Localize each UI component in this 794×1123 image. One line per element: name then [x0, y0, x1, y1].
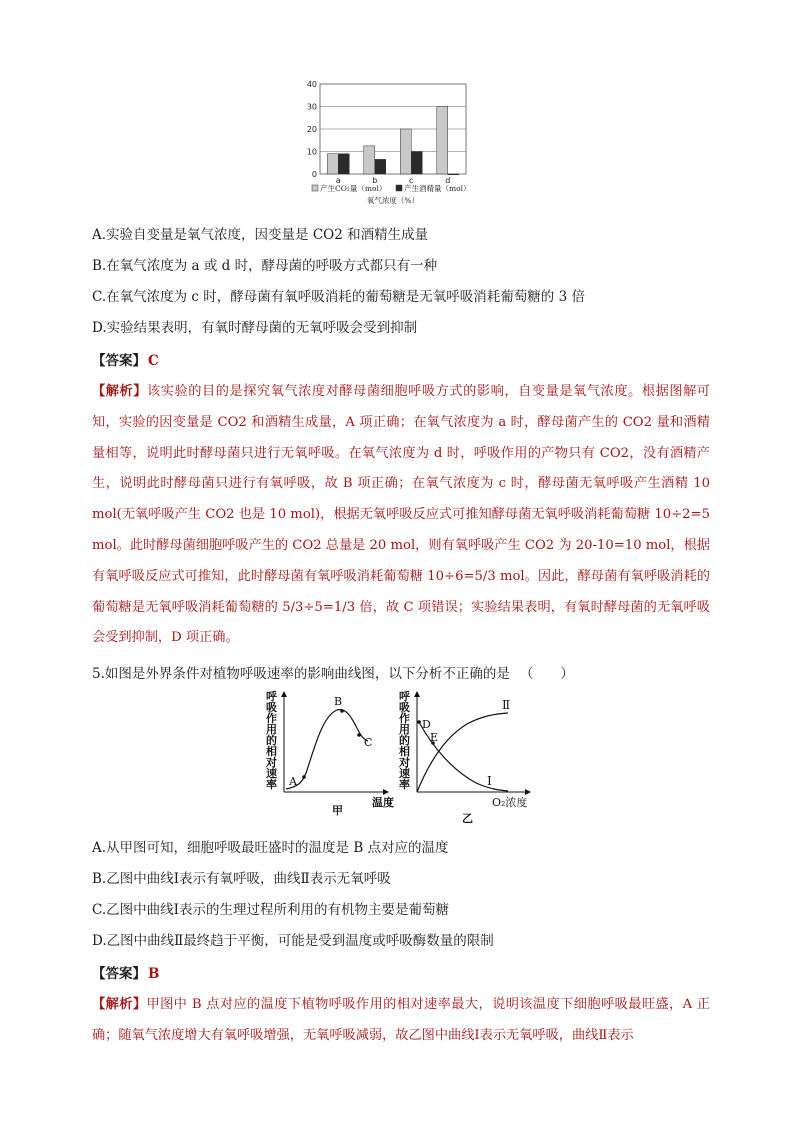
yi-label-curve-2: Ⅱ	[502, 698, 511, 712]
yi-x-label: O₂浓度	[492, 796, 528, 809]
q4-analysis	[92, 377, 710, 654]
answer-label: 【答案】	[92, 353, 146, 369]
bar-a-co2	[327, 154, 338, 174]
jia-point-c	[357, 733, 361, 737]
respiration-curves-figure	[262, 688, 542, 826]
yi-point-d	[417, 720, 421, 724]
y-tick-label: 10	[306, 147, 317, 157]
x-tick-label: b	[372, 176, 378, 185]
q5-option-a: A.从甲图可知，细胞呼吸最旺盛时的温度是 B 点对应的温度	[92, 840, 449, 856]
analysis-label: 【解析】	[92, 997, 147, 1012]
jia-label-c: C	[364, 736, 373, 749]
jia-label-a: A	[289, 775, 297, 788]
legend-label-co2: 产生CO₂量（mol）	[320, 184, 387, 193]
yi-caption: 乙	[462, 812, 473, 825]
jia-y-label: 呼吸作用的相对速率	[266, 690, 277, 791]
bar-d-co2	[437, 107, 448, 175]
x-tick-label: d	[445, 176, 451, 185]
q5-answer	[92, 962, 159, 982]
bar-b-alcohol	[375, 159, 386, 174]
answer-value: C	[148, 353, 159, 369]
yi-label-e: E	[430, 731, 439, 744]
analysis-label: 【解析】	[92, 384, 147, 399]
q4-option-c: C.在氧气浓度为 c 时，酵母菌有氧呼吸消耗的葡萄糖是无氧呼吸消耗葡萄糖的 3 倍	[92, 289, 585, 305]
y-tick-label: 30	[306, 102, 317, 112]
chart-bars	[327, 107, 459, 175]
q5-stem	[92, 662, 574, 682]
q5-stem-text: 5.如图是外界条件对植物呼吸速率的影响曲线图，以下分析不正确的是	[92, 666, 510, 682]
yi-y-label: 呼吸作用的相对速率	[399, 690, 410, 791]
bar-chart	[290, 76, 500, 212]
analysis-text: 甲图中 B 点对应的温度下植物呼吸作用的相对速率最大，说明该温度下细胞呼吸最旺盛，A 正确；随氧气浓度增大有氧呼吸增强，无氧呼吸减弱，故乙图中曲线Ⅰ表示无氧呼吸，曲线Ⅱ表示	[92, 997, 710, 1043]
x-tick-label: c	[409, 176, 414, 185]
y-tick-label: 20	[306, 125, 317, 134]
legend-swatch-alcohol	[396, 185, 402, 191]
q5-analysis	[92, 990, 710, 1052]
jia-point-b	[340, 709, 344, 713]
jia-caption: 甲	[332, 804, 343, 817]
q4-answer	[92, 349, 159, 369]
q4-option-a: A.实验自变量是氧气浓度，因变量是 CO2 和酒精生成量	[92, 227, 429, 243]
q4-option-d: D.实验结果表明，有氧时酵母菌的无氧呼吸会受到抑制	[92, 320, 418, 336]
q4-option-b: B.在氧气浓度为 a 或 d 时，酵母菌的呼吸方式都只有一种	[92, 258, 438, 274]
bar-a-alcohol	[338, 154, 349, 174]
answer-label: 【答案】	[92, 966, 146, 982]
legend-label-alcohol: 产生酒精量（mol）	[404, 184, 471, 193]
q5-option-c: C.乙图中曲线Ⅰ表示的生理过程所利用的有机物主要是葡萄糖	[92, 902, 449, 918]
jia-point-a	[302, 775, 306, 779]
bar-d-alcohol	[448, 174, 459, 175]
jia-label-b: B	[334, 695, 343, 708]
q5-option-d: D.乙图中曲线Ⅱ最终趋于平衡，可能是受到温度或呼吸酶数量的限制	[92, 933, 494, 949]
yi-label-curve-1: Ⅰ	[487, 774, 492, 788]
bar-c-co2	[400, 129, 411, 174]
bar-b-co2	[364, 146, 375, 174]
jia-x-label: 温度	[372, 796, 394, 809]
y-tick-label: 0	[311, 170, 317, 179]
answer-value: B	[148, 966, 160, 982]
x-tick-label: a	[335, 176, 341, 185]
yi-label-d: D	[422, 718, 431, 731]
q5-blank: （ ）	[519, 666, 574, 682]
y-tick-label: 40	[306, 80, 317, 89]
x-axis-label: 氧气浓度（%）	[366, 196, 420, 205]
q5-option-b: B.乙图中曲线Ⅰ表示有氧呼吸，曲线Ⅱ表示无氧呼吸	[92, 871, 391, 887]
jia-curve	[286, 710, 368, 789]
analysis-text: 该实验的目的是探究氧气浓度对酵母菌细胞呼吸方式的影响，自变量是氧气浓度。根据图解可知，实验的因变量是 CO2 和酒精生成量，A 项正确；在氧气浓度为 a 时，酵母菌产生的 CO2 量和酒精量相等，说明此时酵母菌只进行无氧呼吸。在氧气浓度为 d 时，呼吸作用的产物只有 CO2，没有酒精产生，说明此时酵母菌只进行有氧呼吸，故 B 项正确；在氧气浓度为 c 时，酵母菌无氧呼吸产生酒精 10 mol(无氧呼吸产生 CO2 也是 10 mol)，根据无氧呼吸反应式可推知酵母菌无氧呼吸消耗葡萄糖 10÷2=5 mol。此时酵母菌细胞呼吸产生的 CO2 总量是 20 mol，则有氧呼吸产生 CO2 为 20-10=10 mol，根据有氧呼吸反应式可推知，此时酵母菌有氧呼吸消耗葡萄糖 10÷6=5/3 mol。因此，酵母菌有氧呼吸消耗的葡萄糖是无氧呼吸消耗葡萄糖的 5/3÷5=1/3 倍，故 C 项错误；实验结果表明，有氧时酵母菌的无氧呼吸会受到抑制，D 项正确。	[92, 384, 710, 646]
legend-swatch-co2	[312, 185, 318, 191]
bar-c-alcohol	[411, 152, 422, 175]
